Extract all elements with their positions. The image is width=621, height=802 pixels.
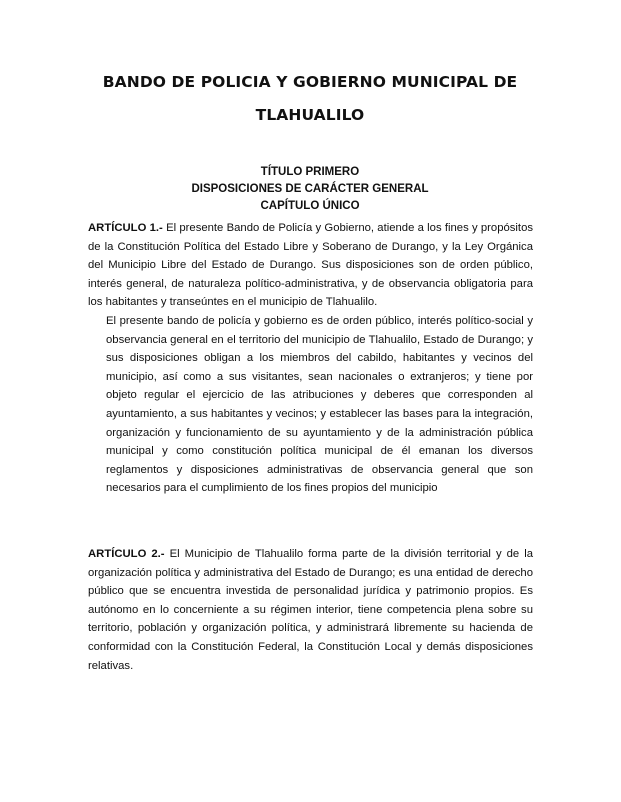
- article-1-paragraph-2: [88, 312, 533, 498]
- article-2: [88, 545, 533, 675]
- article-1-text-1: El presente Bando de Policía y Gobierno, atiende a los fines y propósitos de la Constitución Política del Estado Libre y Soberano de Durango, y la Ley Orgánica del Municipio Libre del Estado de Durango. Sus disposiciones son de orden público, interés general, de naturaleza político-administrativa, y de observancia obligatoria para los habitantes y transeúntes en el municipio de Tlahualilo.: [88, 222, 533, 309]
- article-2-paragraph-1: [88, 545, 533, 675]
- article-1-paragraph-1: [88, 219, 533, 312]
- article-1-text-2: El presente bando de policía y gobierno es de orden público, interés político-social y observancia general en el territorio del municipio de Tlahualilo, Estado de Durango; y sus disposiciones obligan a los miembros del cabildo, habitantes y vecinos del municipio, así como a sus visitantes, sean nacionales o extranjeros; y tiene por objeto regular el ejercicio de las atribuciones y deberes que corresponden al ayuntamiento, a sus habitantes y vecinos; y establecer las bases para la integración, organización y funcionamiento de su ayuntamiento y de la administración pública municipal y como constitución política municipal de él emanan los diversos reglamentos y disposiciones administrativas de observancia general que son necesarios para el cumplimiento de los fines propios del municipio: [106, 314, 533, 495]
- article-1-label: ARTÍCULO 1.-: [88, 222, 163, 234]
- section-headings: [100, 164, 520, 215]
- article-1: [88, 219, 533, 498]
- document-title-line1: BANDO DE POLICIA Y GOBIERNO MUNICIPAL DE: [102, 73, 518, 91]
- titulo-heading: TÍTULO PRIMERO: [260, 166, 360, 178]
- document-title-line2: TLAHUALILO: [255, 106, 365, 124]
- article-2-text-1: El Municipio de Tlahualilo forma parte de la división territorial y de la organización política y administrativa del Estado de Durango; es una entidad de derecho público que se encuentra investida de personalidad jurídica y patrimonio propios. Es autónomo en lo concerniente a su régimen interior, tiene competencia plena sobre su territorio, población y organización política, y administrará libremente su hacienda de conformidad con la Constitución Federal, la Constitución Local y demás disposiciones relativas.: [88, 548, 534, 672]
- disposiciones-heading: DISPOSICIONES DE CARÁCTER GENERAL: [191, 183, 429, 195]
- article-2-label: ARTÍCULO 2.-: [88, 548, 165, 560]
- document-title: [60, 66, 560, 132]
- capitulo-heading: CAPÍTULO ÚNICO: [260, 200, 360, 212]
